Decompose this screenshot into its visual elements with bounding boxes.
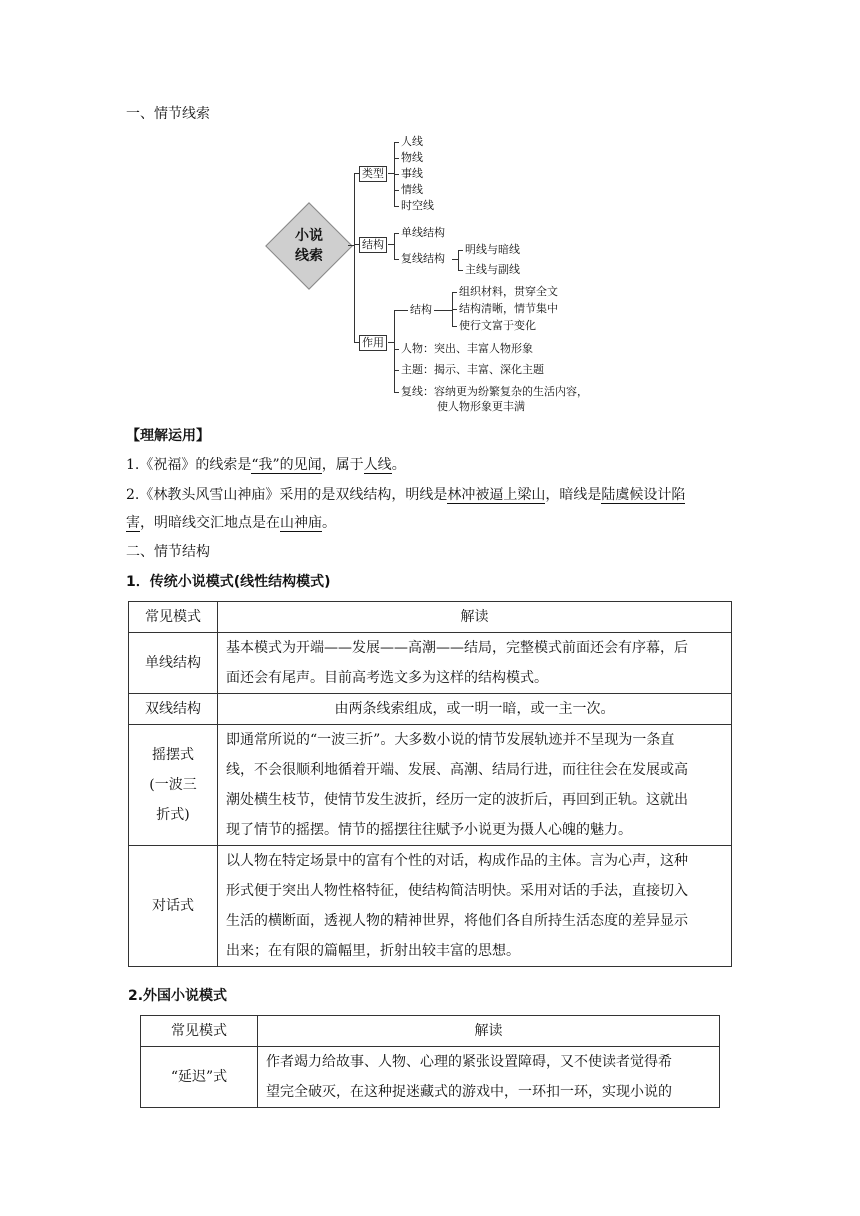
center-label bbox=[278, 226, 340, 266]
practice-item-2-text: ，明暗线交汇地点是在 bbox=[140, 515, 280, 531]
mode-cell bbox=[129, 725, 218, 846]
practice-item-1-text: 。 bbox=[391, 457, 406, 473]
table-row bbox=[129, 633, 732, 694]
table-row bbox=[129, 694, 732, 725]
center-label-line1: 小说 bbox=[295, 228, 323, 244]
table-header-row bbox=[129, 602, 732, 633]
practice-item-2-text: 2.《林教头风雪山神庙》采用的是双线结构，明线是 bbox=[126, 487, 448, 503]
structure-double: 复线结构 bbox=[401, 252, 445, 265]
type-item: 事线 bbox=[401, 167, 423, 180]
table-header-cell: 常见模式 bbox=[141, 1016, 258, 1047]
table-row bbox=[129, 846, 732, 967]
interpretation-line: 作者竭力给故事、人物、心理的紧张设置障碍，又不使读者觉得希 bbox=[266, 1054, 672, 1070]
structure-double-item: 明线与暗线 bbox=[465, 243, 520, 256]
interpretation-cell bbox=[218, 846, 732, 967]
mode-line: 摇摆式 bbox=[152, 747, 194, 763]
mode-cell: 对话式 bbox=[129, 846, 218, 967]
table-row bbox=[129, 725, 732, 846]
function-structure-item: 组织材料，贯穿全文 bbox=[459, 285, 558, 298]
interpretation-cell bbox=[258, 1047, 720, 1108]
function-theme: 主题：揭示、丰富、深化主题 bbox=[401, 363, 544, 376]
practice-item-1-text: ，属于 bbox=[321, 457, 364, 473]
practice-answer: “我”的见闻 bbox=[251, 457, 322, 473]
structure-double-item: 主线与副线 bbox=[465, 263, 520, 276]
practice-answer: 林冲被逼上梁山 bbox=[447, 487, 546, 503]
practice-item-2-text: ，暗线是 bbox=[545, 487, 602, 503]
practice-answer: 害 bbox=[126, 515, 140, 531]
interpretation-cell bbox=[218, 725, 732, 846]
interpretation-line: 基本模式为开端——发展——高潮——结局，完整模式前面还会有序幕，后 bbox=[226, 640, 688, 656]
function-structure-item: 使行文富于变化 bbox=[459, 319, 536, 332]
mode-line: 折式) bbox=[156, 807, 190, 823]
interpretation-line: 出来；在有限的篇幅里，折射出较丰富的思想。 bbox=[226, 943, 520, 959]
practice-item-2-text: 。 bbox=[322, 515, 336, 531]
interpretation-line: 形式便于突出人物性格特征，使结构简洁明快。采用对话的手法，直接切入 bbox=[226, 883, 688, 899]
function-complex-line2: 使人物形象更丰满 bbox=[437, 400, 525, 413]
interpretation-line: 现了情节的摇摆。情节的摇摆往往赋予小说更为摄人心魄的魅力。 bbox=[226, 822, 632, 838]
table1-title: 1．传统小说模式(线性结构模式) bbox=[126, 574, 331, 590]
type-item: 情线 bbox=[401, 183, 423, 196]
branch-function-box: 作用 bbox=[359, 335, 387, 351]
type-item: 物线 bbox=[401, 151, 423, 164]
practice-item-1 bbox=[126, 455, 406, 475]
practice-item-2-line2 bbox=[126, 513, 336, 533]
center-label-line2: 线索 bbox=[295, 248, 323, 264]
branch-type-box: 类型 bbox=[359, 166, 387, 182]
function-structure-label: 结构 bbox=[410, 303, 432, 316]
table-header-cell: 解读 bbox=[258, 1016, 720, 1047]
function-structure-item: 结构清晰，情节集中 bbox=[459, 302, 558, 315]
interpretation-line: 线，不会很顺利地循着开端、发展、高潮、结局行进，而往往会在发展或高 bbox=[226, 762, 688, 778]
table-header-row bbox=[141, 1016, 720, 1047]
interpretation-line: 面还会有尾声。目前高考选文多为这样的结构模式。 bbox=[226, 670, 548, 686]
interpretation-line: 生活的横断面，透视人物的精神世界，将他们各自所持生活态度的差异显示 bbox=[226, 913, 688, 929]
mode-line: (一波三 bbox=[149, 777, 197, 793]
type-item: 人线 bbox=[401, 135, 423, 148]
branch-structure-box: 结构 bbox=[359, 237, 387, 253]
mode-cell: 双线结构 bbox=[129, 694, 218, 725]
interpretation-line: 以人物在特定场景中的富有个性的对话，构成作品的主体。言为心声，这种 bbox=[226, 853, 688, 869]
interpretation-line: 望完全破灭，在这种捉迷藏式的游戏中，一环扣一环，实现小说的 bbox=[266, 1084, 672, 1100]
foreign-mode-table bbox=[140, 1015, 720, 1108]
table-header-cell: 常见模式 bbox=[129, 602, 218, 633]
section-title-plot-clues: 一、情节线索 bbox=[126, 106, 210, 122]
practice-answer: 山神庙 bbox=[280, 515, 322, 531]
function-person: 人物：突出、丰富人物形象 bbox=[401, 342, 533, 355]
table2-title: 2.外国小说模式 bbox=[128, 988, 228, 1004]
interpretation-line: 即通常所说的“一波三折”。大多数小说的情节发展轨迹并不呈现为一条直 bbox=[226, 732, 675, 748]
interpretation-cell: 由两条线索组成，或一明一暗，或一主一次。 bbox=[218, 694, 732, 725]
practice-item-1-text: 1.《祝福》的线索是 bbox=[126, 457, 252, 473]
type-item: 时空线 bbox=[401, 199, 434, 212]
table-row bbox=[141, 1047, 720, 1108]
interpretation-cell bbox=[218, 633, 732, 694]
traditional-mode-table bbox=[128, 601, 732, 967]
practice-answer: 人线 bbox=[363, 457, 392, 473]
structure-single: 单线结构 bbox=[401, 226, 445, 239]
section-title-plot-structure: 二、情节结构 bbox=[126, 544, 210, 560]
practice-heading: 【理解运用】 bbox=[126, 428, 210, 444]
practice-answer: 陆虞候设计陷 bbox=[601, 487, 686, 503]
plot-clue-diagram bbox=[268, 130, 598, 420]
table-header-cell: 解读 bbox=[218, 602, 732, 633]
practice-item-2-line1 bbox=[126, 485, 685, 505]
mode-cell: 单线结构 bbox=[129, 633, 218, 694]
interpretation-line: 潮处横生枝节，使情节发生波折，经历一定的波折后，再回到正轨。这就出 bbox=[226, 792, 688, 808]
mode-cell: “延迟”式 bbox=[141, 1047, 258, 1108]
function-complex-line1: 复线：容纳更为纷繁复杂的生活内容， bbox=[401, 385, 588, 398]
